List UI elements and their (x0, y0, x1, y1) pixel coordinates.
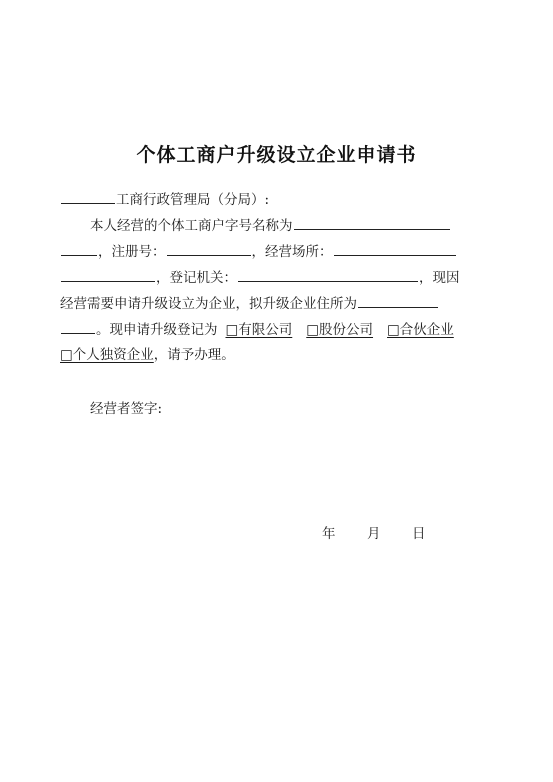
registration-authority-blank[interactable] (238, 268, 418, 282)
option-limited-company[interactable]: □有限公司 (225, 322, 293, 338)
registration-authority-label: ，登记机关： (156, 270, 237, 286)
trade-name-blank[interactable] (294, 216, 450, 230)
enterprise-address-blank[interactable] (358, 294, 438, 308)
registration-number-blank[interactable] (167, 242, 251, 256)
authority-line (60, 268, 460, 287)
trade-name-continued-blank[interactable] (61, 242, 97, 256)
trade-name-line (90, 216, 451, 235)
business-place-label: ，经营场所： (251, 244, 333, 260)
reason-intro: ，现因 (419, 270, 460, 286)
enterprise-address-line (60, 294, 439, 313)
page-title: 个体工商户升级设立企业申请书 (136, 144, 417, 166)
request-closing: ，请予办理。 (153, 347, 235, 363)
enterprise-address-continued-blank[interactable] (61, 320, 95, 334)
option-joint-stock-company[interactable]: □股份公司 (306, 322, 374, 338)
registration-line (60, 242, 457, 261)
addressee-suffix: 工商行政管理局（分局）: (116, 192, 270, 208)
date-year-label: 年 (322, 526, 336, 542)
business-place-blank[interactable] (334, 242, 456, 256)
business-place-continued-blank[interactable] (61, 268, 155, 282)
enterprise-type-line (60, 320, 454, 339)
option-sole-proprietorship[interactable]: □个人独资企业 (60, 347, 154, 363)
date-month-label: 月 (367, 526, 381, 542)
enterprise-address-label: 经营需要申请升级设立为企业，拟升级企业住所为 (60, 296, 357, 312)
enterprise-type-line-2 (60, 346, 235, 364)
enterprise-type-label: 。现申请升级登记为 (96, 322, 218, 338)
date-day-label: 日 (412, 526, 426, 542)
trade-name-label: 本人经营的个体工商户字号名称为 (90, 218, 293, 234)
addressee-line (60, 190, 269, 209)
option-partnership[interactable]: □合伙企业 (387, 322, 454, 338)
authority-name-blank[interactable] (61, 190, 115, 204)
operator-signature-label: 经营者签字: (90, 401, 163, 417)
registration-number-label: ，注册号： (98, 244, 166, 260)
